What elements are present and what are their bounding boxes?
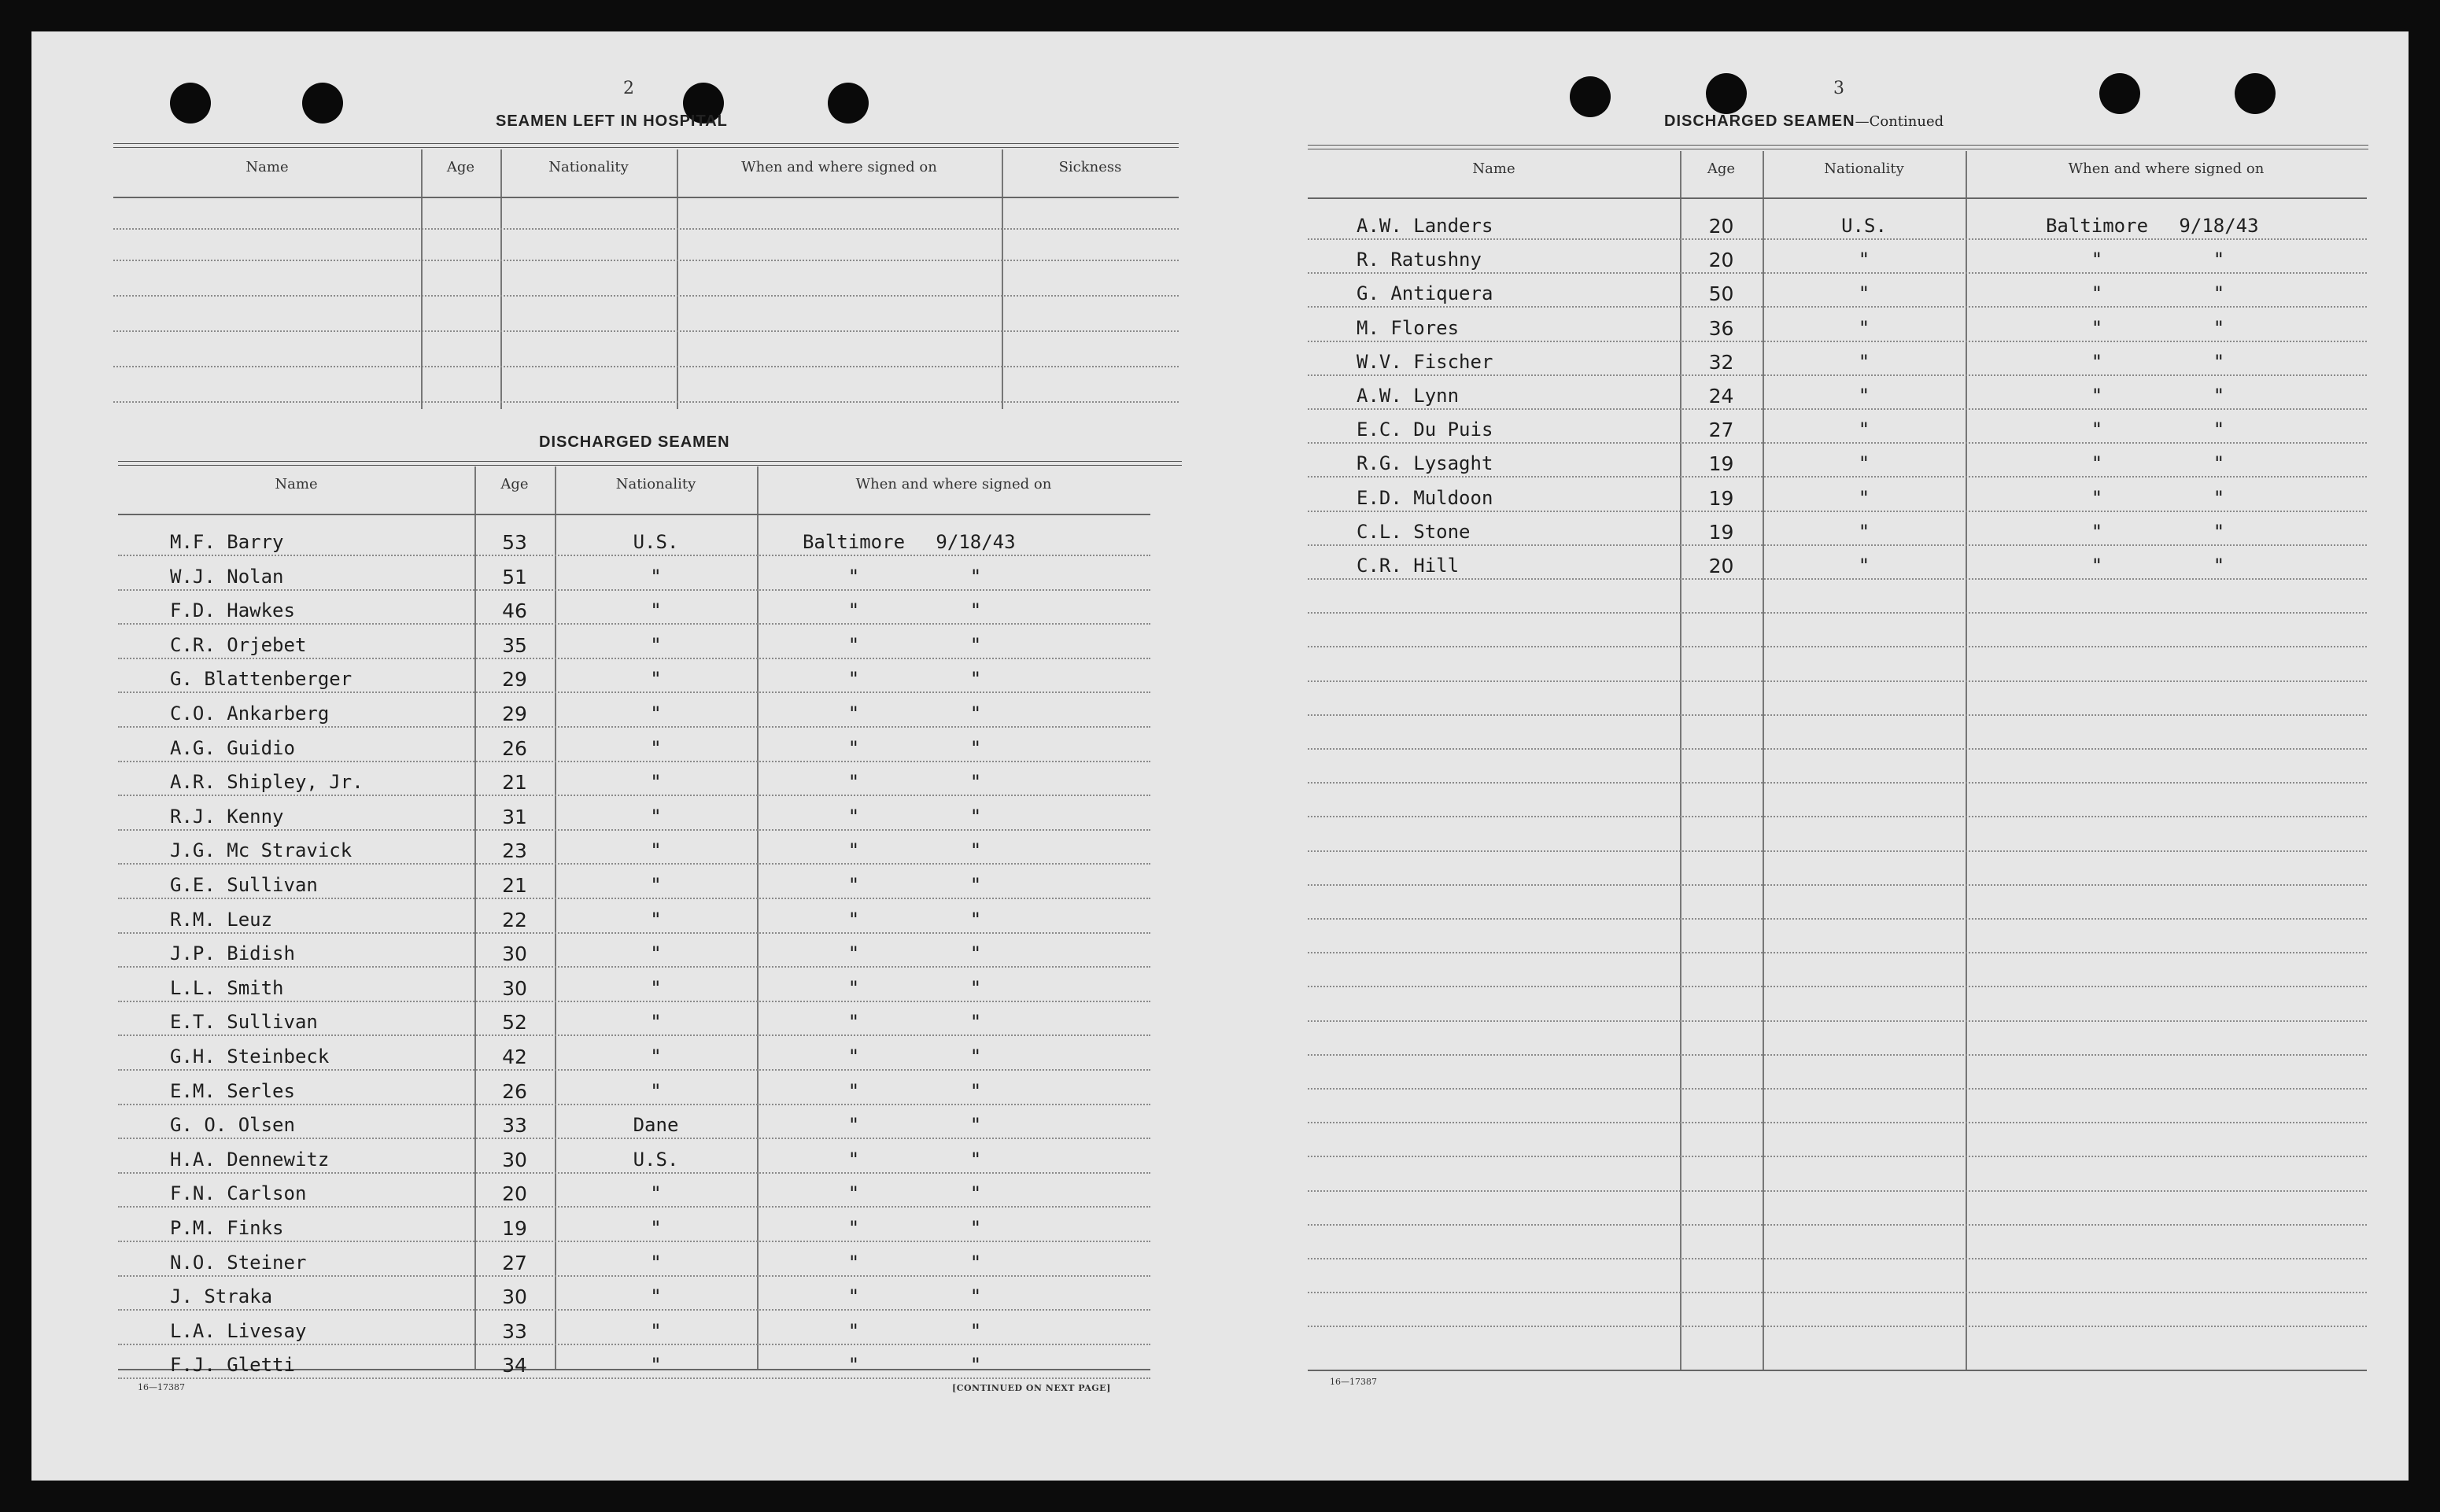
column-divider [677, 149, 678, 409]
signed-on-place: " [847, 565, 860, 588]
row-line [118, 1206, 1150, 1208]
row-line [118, 1344, 1150, 1345]
seaman-age: 20 [1708, 249, 1734, 272]
column-header: Nationality [548, 159, 629, 175]
seaman-nationality: " [650, 908, 662, 931]
seaman-nationality: " [1858, 555, 1870, 577]
column-header: Name [275, 476, 318, 492]
seaman-nationality: " [1858, 385, 1870, 407]
seaman-name: R.J. Kenny [170, 805, 284, 828]
signed-on-place: " [847, 668, 860, 691]
seaman-age: 42 [502, 1045, 527, 1068]
row-line [1308, 612, 2367, 614]
punch-hole [2099, 73, 2140, 114]
row-line [118, 1034, 1150, 1036]
row-line [1308, 306, 2367, 308]
signed-on-place: " [847, 874, 860, 896]
hospital-section-title: SEAMEN LEFT IN HOSPITAL [496, 112, 728, 130]
form-number: 16—17387 [138, 1382, 185, 1392]
row-line [118, 691, 1150, 693]
seaman-name: F.N. Carlson [170, 1182, 307, 1205]
signed-on-date: " [969, 839, 982, 862]
seaman-name: C.L. Stone [1357, 520, 1471, 543]
seaman-nationality: " [1858, 452, 1870, 475]
double-rule [113, 143, 1179, 148]
signed-on-place: " [847, 1045, 860, 1068]
row-line [118, 1309, 1150, 1311]
signed-on-place: " [847, 1182, 860, 1205]
row-line [118, 555, 1150, 556]
signed-on-place: " [2091, 316, 2103, 339]
punch-hole [170, 83, 211, 124]
row-line [118, 898, 1150, 899]
row-line [118, 795, 1150, 796]
signed-on-date: " [969, 1114, 982, 1137]
signed-on-date: " [2213, 350, 2225, 373]
row-line [1308, 748, 2367, 750]
seaman-nationality: " [650, 668, 662, 691]
signed-on-date: " [969, 976, 982, 999]
seaman-nationality: " [650, 874, 662, 896]
seaman-age: 50 [1708, 282, 1734, 306]
row-line [1308, 442, 2367, 444]
row-line [1308, 952, 2367, 953]
signed-on-place: " [847, 1319, 860, 1342]
seaman-age: 24 [1708, 385, 1734, 408]
row-line [118, 1069, 1150, 1071]
signed-on-place: " [847, 1148, 860, 1171]
signed-on-date: " [969, 599, 982, 622]
row-line [1308, 408, 2367, 410]
column-header: Name [1472, 160, 1515, 177]
seaman-age: 19 [1708, 452, 1734, 476]
seaman-nationality: " [650, 805, 662, 828]
column-header: When and where signed on [741, 159, 937, 175]
signed-on-place: " [847, 1079, 860, 1102]
seaman-name: N.O. Steiner [170, 1251, 307, 1274]
seaman-name: C.O. Ankarberg [170, 703, 330, 725]
signed-on-date: " [969, 633, 982, 656]
row-line [1308, 1258, 2367, 1259]
row-line [1308, 238, 2367, 240]
signed-on-place: " [847, 1285, 860, 1308]
punch-hole [302, 83, 343, 124]
seaman-name: R.M. Leuz [170, 908, 273, 931]
column-header: Age [500, 476, 529, 492]
column-header: When and where signed on [2068, 160, 2265, 177]
signed-on-date: 9/18/43 [936, 531, 1016, 553]
row-line [1308, 646, 2367, 647]
seaman-nationality: " [1858, 316, 1870, 339]
signed-on-place: " [847, 1251, 860, 1274]
bottom-rule [1308, 1370, 2367, 1371]
seaman-age: 32 [1708, 350, 1734, 374]
seaman-name: P.M. Finks [170, 1217, 284, 1239]
column-divider [500, 149, 502, 409]
seaman-name: A.R. Shipley, Jr. [170, 771, 364, 794]
row-line [1308, 1156, 2367, 1157]
row-line [1308, 272, 2367, 274]
seaman-nationality: U.S. [633, 1148, 679, 1171]
row-line [1308, 374, 2367, 376]
signed-on-place: " [2091, 555, 2103, 577]
signed-on-place: " [847, 1011, 860, 1034]
section-title-suffix: —Continued [1855, 113, 1944, 130]
row-line [1308, 1326, 2367, 1327]
row-line [118, 932, 1150, 934]
seaman-name: L.A. Livesay [170, 1319, 307, 1342]
seaman-name: G. Blattenberger [170, 668, 353, 691]
row-line [1308, 986, 2367, 987]
seaman-age: 33 [502, 1319, 527, 1343]
punch-hole [1706, 73, 1747, 114]
seaman-age: 29 [502, 703, 527, 725]
signed-on-place: " [2091, 419, 2103, 441]
row-line [1308, 1190, 2367, 1192]
seaman-age: 21 [502, 771, 527, 795]
column-header: Nationality [1824, 160, 1904, 177]
row-line [1308, 918, 2367, 920]
signed-on-place: Baltimore [2045, 215, 2149, 237]
seaman-nationality: " [650, 1285, 662, 1308]
signed-on-place: " [847, 1354, 860, 1377]
column-divider [1002, 149, 1003, 409]
signed-on-date: " [2213, 249, 2225, 271]
row-line [118, 1275, 1150, 1277]
row-line [1308, 884, 2367, 886]
seaman-name: W.J. Nolan [170, 565, 284, 588]
punch-hole [828, 83, 869, 124]
form-number: 16—17387 [1330, 1377, 1377, 1387]
signed-on-date: " [969, 942, 982, 965]
seaman-nationality: " [650, 1319, 662, 1342]
signed-on-place: Baltimore [802, 531, 906, 553]
seaman-age: 30 [502, 942, 527, 966]
signed-on-place: " [2091, 520, 2103, 543]
signed-on-date: 9/18/43 [2179, 215, 2259, 237]
signed-on-place: " [2091, 486, 2103, 509]
seaman-nationality: " [1858, 486, 1870, 509]
seaman-age: 20 [1708, 215, 1734, 238]
seaman-name: M.F. Barry [170, 531, 284, 553]
row-line [118, 1377, 1150, 1379]
signed-on-date: " [2213, 486, 2225, 509]
seaman-age: 34 [502, 1354, 527, 1377]
column-header: When and where signed on [855, 476, 1052, 492]
seaman-name: F.D. Hawkes [170, 599, 295, 622]
seaman-age: 33 [502, 1114, 527, 1138]
row-line [118, 966, 1150, 968]
seaman-age: 36 [1708, 316, 1734, 340]
header-rule [1308, 197, 2367, 199]
signed-on-date: " [2213, 316, 2225, 339]
seaman-age: 51 [502, 565, 527, 588]
seaman-name: F.J. Gletti [170, 1354, 295, 1377]
signed-on-date: " [969, 1354, 982, 1377]
signed-on-date: " [969, 1182, 982, 1205]
section-title-text: DISCHARGED SEAMEN [1664, 112, 1855, 130]
double-rule [118, 461, 1182, 466]
seaman-name: W.V. Fischer [1357, 350, 1493, 373]
double-rule [1308, 145, 2368, 149]
seaman-nationality: Dane [633, 1114, 679, 1137]
page-number: 2 [623, 79, 634, 98]
seaman-name: G. O. Olsen [170, 1114, 295, 1137]
signed-on-date: " [969, 1011, 982, 1034]
seaman-age: 46 [502, 599, 527, 623]
seaman-name: L.L. Smith [170, 976, 284, 999]
seaman-nationality: " [1858, 520, 1870, 543]
seaman-name: G.E. Sullivan [170, 874, 318, 896]
signed-on-date: " [969, 1285, 982, 1308]
seaman-nationality: " [650, 633, 662, 656]
signed-on-place: " [847, 736, 860, 759]
seaman-nationality: " [650, 942, 662, 965]
signed-on-date: " [969, 1217, 982, 1239]
signed-on-date: " [2213, 419, 2225, 441]
row-line [1308, 1020, 2367, 1022]
header-rule [118, 514, 1150, 515]
column-divider [421, 149, 423, 409]
signed-on-place: " [2091, 350, 2103, 373]
row-line [1308, 1088, 2367, 1090]
row-line [118, 863, 1150, 865]
row-line [1308, 680, 2367, 682]
seaman-age: 29 [502, 668, 527, 691]
seaman-name: H.A. Dennewitz [170, 1148, 330, 1171]
signed-on-date: " [2213, 555, 2225, 577]
punch-hole [2235, 73, 2276, 114]
seaman-name: R. Ratushny [1357, 249, 1482, 271]
seaman-name: A.G. Guidio [170, 736, 295, 759]
seaman-nationality: " [1858, 282, 1870, 305]
signed-on-place: " [847, 976, 860, 999]
seaman-age: 27 [1708, 419, 1734, 442]
signed-on-place: " [847, 703, 860, 725]
seaman-name: E.D. Muldoon [1357, 486, 1493, 509]
continued-note: [CONTINUED ON NEXT PAGE] [952, 1383, 1111, 1393]
signed-on-place: " [847, 1217, 860, 1239]
seaman-age: 20 [1708, 555, 1734, 577]
row-line [1308, 816, 2367, 817]
seaman-nationality: " [650, 565, 662, 588]
section-title [1664, 112, 1944, 131]
row-line [1308, 1054, 2367, 1056]
signed-on-place: " [2091, 452, 2103, 475]
seaman-nationality: " [650, 736, 662, 759]
seaman-name: E.C. Du Puis [1357, 419, 1493, 441]
signed-on-place: " [2091, 385, 2103, 407]
signed-on-date: " [2213, 520, 2225, 543]
page-number: 3 [1833, 79, 1844, 98]
row-line [1308, 476, 2367, 478]
seaman-name: A.W. Landers [1357, 215, 1493, 237]
column-header: Name [245, 159, 289, 175]
seaman-age: 19 [502, 1217, 527, 1240]
column-header: Age [1707, 160, 1736, 177]
signed-on-date: " [969, 805, 982, 828]
seaman-age: 53 [502, 531, 527, 554]
seaman-nationality: " [650, 976, 662, 999]
seaman-nationality: " [1858, 350, 1870, 373]
seaman-nationality: " [650, 1079, 662, 1102]
row-line [1308, 544, 2367, 546]
seaman-age: 30 [502, 1285, 527, 1309]
signed-on-place: " [847, 942, 860, 965]
row-line [118, 726, 1150, 728]
seaman-nationality: " [650, 1217, 662, 1239]
signed-on-place: " [847, 771, 860, 794]
seaman-nationality: " [650, 771, 662, 794]
seaman-nationality: " [650, 1045, 662, 1068]
seaman-age: 22 [502, 908, 527, 931]
seaman-age: 27 [502, 1251, 527, 1274]
seaman-name: M. Flores [1357, 316, 1460, 339]
row-line [118, 1172, 1150, 1174]
signed-on-place: " [847, 1114, 860, 1137]
row-line [1308, 578, 2367, 580]
row-line [113, 260, 1179, 261]
signed-on-date: " [969, 736, 982, 759]
row-line [1308, 511, 2367, 512]
row-line [118, 1104, 1150, 1105]
column-header: Nationality [615, 476, 696, 492]
signed-on-date: " [969, 1045, 982, 1068]
seaman-name: G. Antiquera [1357, 282, 1493, 305]
seaman-age: 20 [502, 1182, 527, 1206]
signed-on-date: " [2213, 452, 2225, 475]
row-line [1308, 850, 2367, 852]
seaman-age: 19 [1708, 520, 1734, 544]
row-line [118, 761, 1150, 762]
seaman-age: 21 [502, 874, 527, 897]
signed-on-date: " [969, 874, 982, 896]
row-line [113, 330, 1179, 332]
seaman-nationality: U.S. [1841, 215, 1887, 237]
seaman-nationality: " [650, 1011, 662, 1034]
signed-on-date: " [2213, 385, 2225, 407]
seaman-name: R.G. Lysaght [1357, 452, 1493, 475]
seaman-nationality: U.S. [633, 531, 679, 553]
signed-on-date: " [969, 1319, 982, 1342]
row-line [113, 295, 1179, 297]
signed-on-place: " [847, 839, 860, 862]
seaman-nationality: " [650, 599, 662, 622]
seaman-age: 30 [502, 976, 527, 1000]
signed-on-date: " [969, 1079, 982, 1102]
seaman-name: A.W. Lynn [1357, 385, 1460, 407]
seaman-name: C.R. Orjebet [170, 633, 307, 656]
seaman-name: G.H. Steinbeck [170, 1045, 330, 1068]
seaman-age: 23 [502, 839, 527, 863]
signed-on-place: " [847, 633, 860, 656]
seaman-age: 35 [502, 633, 527, 657]
row-line [1308, 341, 2367, 342]
signed-on-place: " [847, 599, 860, 622]
row-line [1308, 1292, 2367, 1293]
column-header: Sickness [1058, 159, 1122, 175]
row-line [118, 658, 1150, 659]
form-sheet [31, 31, 2409, 1481]
row-line [118, 1138, 1150, 1139]
seaman-age: 26 [502, 1079, 527, 1103]
row-line [118, 623, 1150, 625]
signed-on-place: " [2091, 282, 2103, 305]
seaman-age: 30 [502, 1148, 527, 1171]
seaman-nationality: " [650, 1182, 662, 1205]
row-line [113, 228, 1179, 230]
seaman-age: 31 [502, 805, 527, 828]
seaman-nationality: " [650, 1251, 662, 1274]
row-line [1308, 1224, 2367, 1226]
seaman-nationality: " [650, 839, 662, 862]
signed-on-date: " [969, 908, 982, 931]
signed-on-place: " [847, 805, 860, 828]
seaman-name: C.R. Hill [1357, 555, 1460, 577]
signed-on-date: " [2213, 282, 2225, 305]
row-line [118, 1001, 1150, 1002]
row-line [118, 1241, 1150, 1242]
seaman-nationality: " [1858, 249, 1870, 271]
punch-hole [1570, 76, 1611, 117]
column-divider [757, 467, 759, 1369]
row-line [1308, 1122, 2367, 1123]
seaman-nationality: " [650, 703, 662, 725]
seaman-name: E.T. Sullivan [170, 1011, 318, 1034]
row-line [1308, 782, 2367, 784]
row-line [118, 829, 1150, 831]
signed-on-place: " [847, 908, 860, 931]
signed-on-date: " [969, 1251, 982, 1274]
seaman-name: J.P. Bidish [170, 942, 295, 965]
signed-on-date: " [969, 703, 982, 725]
signed-on-date: " [969, 668, 982, 691]
seaman-nationality: " [1858, 419, 1870, 441]
signed-on-date: " [969, 565, 982, 588]
column-divider [1966, 151, 1967, 1370]
signed-on-place: " [2091, 249, 2103, 271]
seaman-age: 52 [502, 1011, 527, 1034]
signed-on-date: " [969, 771, 982, 794]
header-rule [113, 197, 1179, 198]
row-line [113, 401, 1179, 403]
row-line [118, 589, 1150, 591]
discharged-section-title: DISCHARGED SEAMEN [539, 433, 730, 451]
row-line [1308, 714, 2367, 716]
seaman-name: J.G. Mc Stravick [170, 839, 353, 862]
signed-on-date: " [969, 1148, 982, 1171]
seaman-age: 26 [502, 736, 527, 760]
seaman-nationality: " [650, 1354, 662, 1377]
row-line [113, 366, 1179, 367]
seaman-age: 19 [1708, 486, 1734, 510]
seaman-name: E.M. Serles [170, 1079, 295, 1102]
seaman-name: J. Straka [170, 1285, 273, 1308]
column-header: Age [446, 159, 475, 175]
